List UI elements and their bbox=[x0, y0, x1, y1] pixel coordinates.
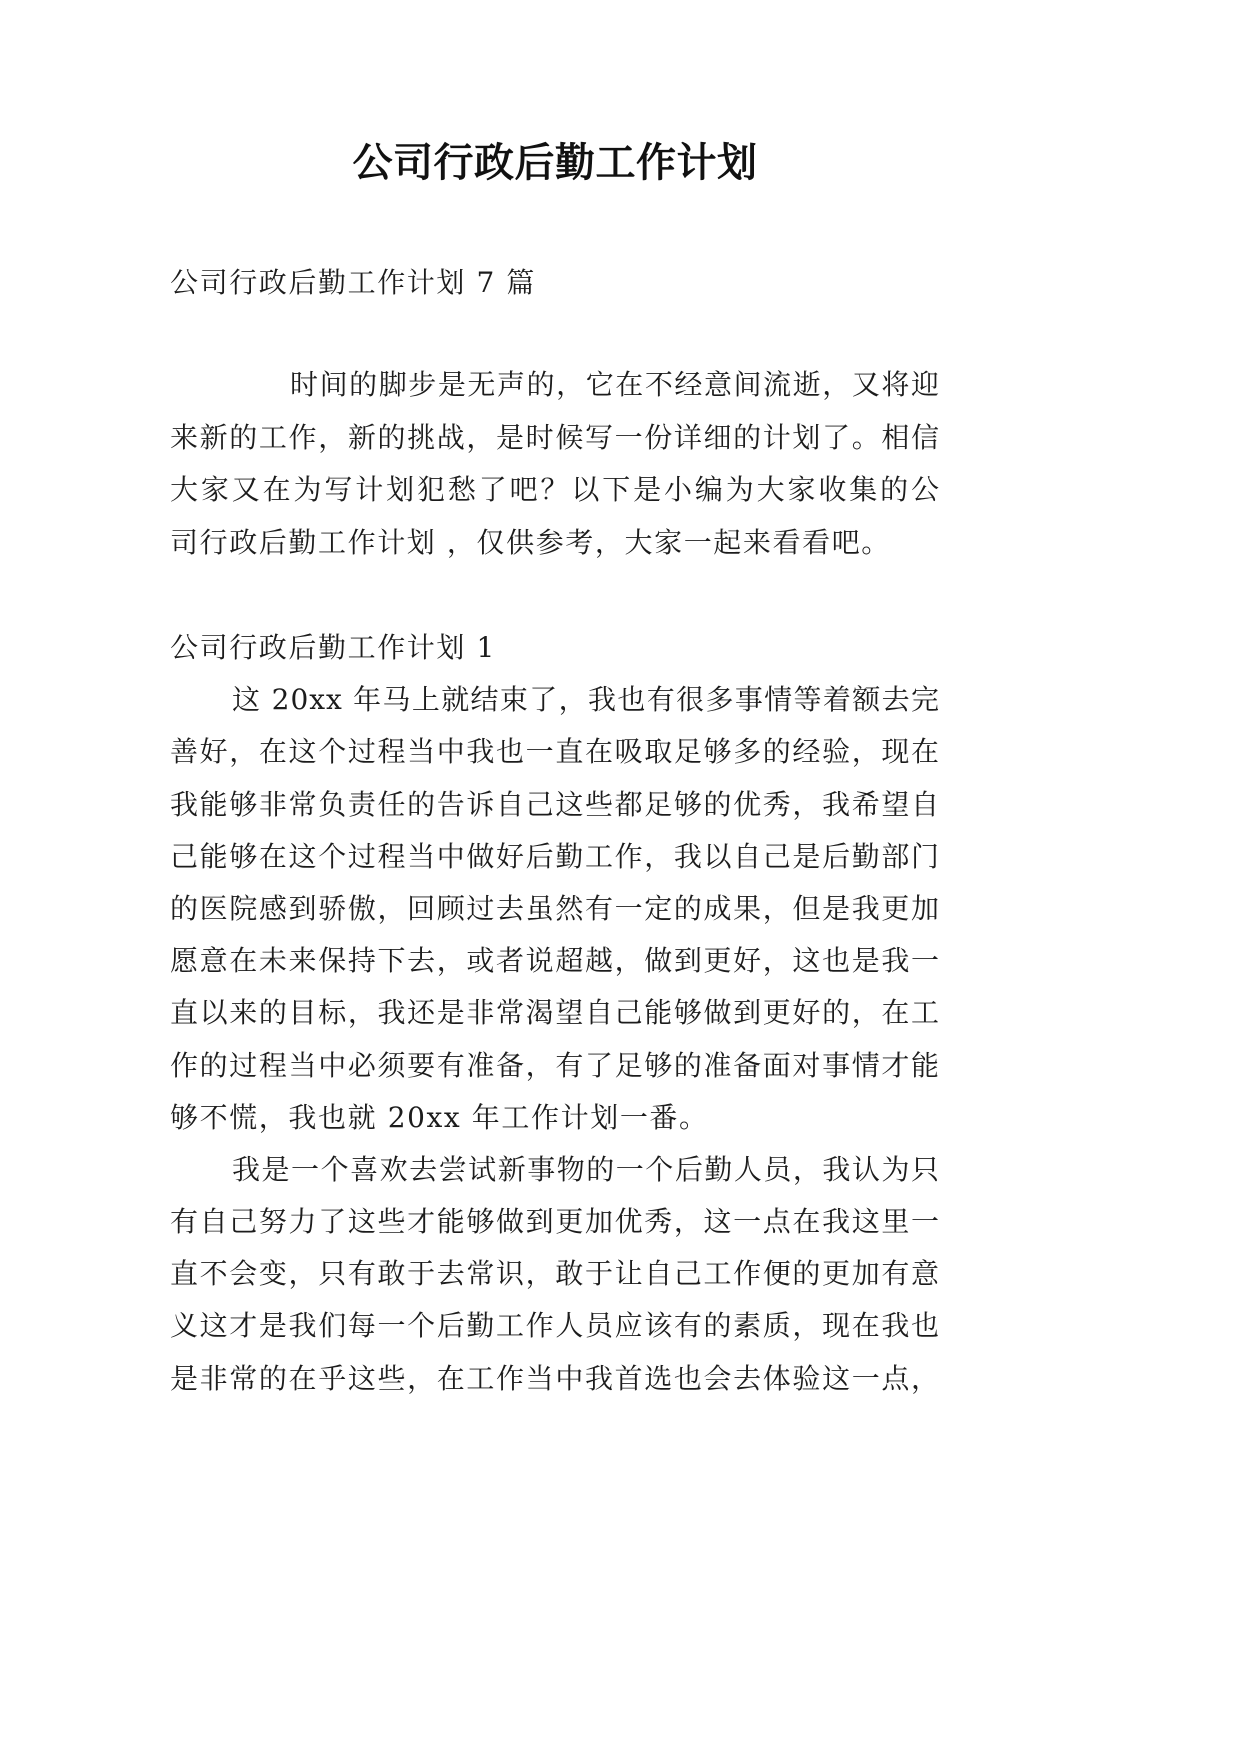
paragraph-line: 是非常的在乎这些，在工作当中我首选也会去体验这一点， bbox=[170, 1361, 940, 1395]
intro-line: 大家又在为写计划犯愁了吧？以下是小编为大家收集的公 bbox=[170, 473, 940, 507]
paragraph-line: 这 20xx 年马上就结束了，我也有很多事情等着额去完 bbox=[232, 683, 940, 717]
section-heading: 公司行政后勤工作计划 1 bbox=[170, 631, 496, 664]
document-title: 公司行政后勤工作计划 bbox=[352, 139, 758, 186]
paragraph-line: 直以来的目标，我还是非常渴望自己能够做到更好的，在工 bbox=[170, 996, 940, 1030]
intro-paragraph bbox=[170, 359, 940, 569]
section-1 bbox=[170, 622, 940, 1405]
intro-line: 来新的工作，新的挑战，是时候写一份详细的计划了。相信 bbox=[170, 420, 940, 454]
paragraph-line: 够不慌，我也就 20xx 年工作计划一番。 bbox=[170, 1100, 709, 1134]
paragraph-line: 我是一个喜欢去尝试新事物的一个后勤人员，我认为只 bbox=[232, 1152, 940, 1186]
paragraph-line: 我能够非常负责任的告诉自己这些都足够的优秀，我希望自 bbox=[170, 787, 940, 821]
paragraph-line: 有自己努力了这些才能够做到更加优秀，这一点在我这里一 bbox=[170, 1205, 940, 1239]
paragraph-line: 己能够在这个过程当中做好后勤工作，我以自己是后勤部门 bbox=[170, 839, 940, 873]
document-subtitle: 公司行政后勤工作计划 7 篇 bbox=[170, 266, 537, 299]
paragraph-line: 直不会变，只有敢于去常识，敢于让自己工作便的更加有意 bbox=[170, 1257, 940, 1291]
section-paragraph-1 bbox=[170, 674, 940, 1144]
intro-line: 时间的脚步是无声的，它在不经意间流逝，又将迎 bbox=[290, 368, 940, 401]
paragraph-line: 作的过程当中必须要有准备，有了足够的准备面对事情才能 bbox=[170, 1048, 940, 1082]
intro-line: 司行政后勤工作计划 ，仅供参考，大家一起来看看吧。 bbox=[170, 525, 891, 559]
section-paragraph-2 bbox=[170, 1144, 940, 1405]
paragraph-line: 的医院感到骄傲，回顾过去虽然有一定的成果，但是我更加 bbox=[170, 891, 940, 925]
paragraph-line: 义这才是我们每一个后勤工作人员应该有的素质，现在我也 bbox=[170, 1309, 940, 1343]
paragraph-line: 愿意在未来保持下去，或者说超越，做到更好，这也是我一 bbox=[170, 944, 940, 978]
paragraph-line: 善好，在这个过程当中我也一直在吸取足够多的经验，现在 bbox=[170, 735, 940, 769]
